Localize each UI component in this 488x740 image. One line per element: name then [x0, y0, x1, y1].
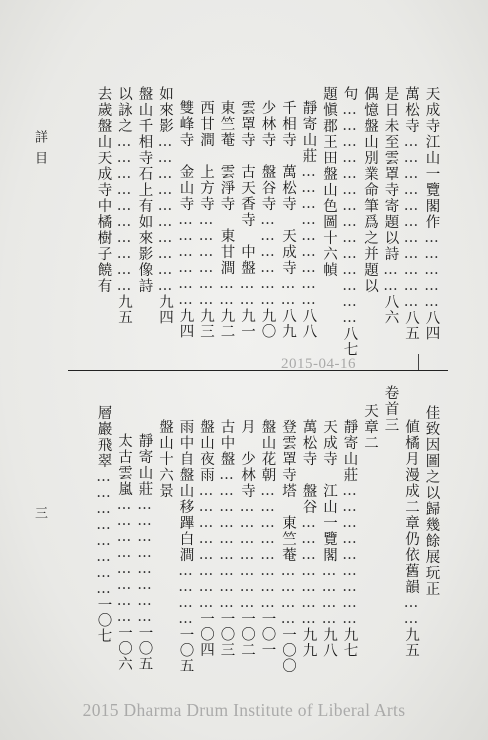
toc-entry-title: 雲罩寺 古天香寺 中盤 — [239, 100, 255, 276]
leader-dots: …………………… — [95, 469, 112, 597]
toc-entry-title: 題愼郡王田盤山色圖十六幀 — [321, 86, 337, 278]
toc-entry-title: 萬松寺 盤谷 — [300, 419, 317, 515]
toc-entry-title: 卷首三 — [382, 385, 399, 433]
toc-entry-title: 値橘月漫成二章仍依舊韻 — [403, 419, 419, 595]
toc-entry-page: 八八 — [300, 308, 317, 339]
leader-dots: …… — [280, 276, 296, 308]
leader-dots: …………………………………… — [341, 102, 358, 326]
toc-entry — [96, 405, 111, 644]
toc-entry — [117, 433, 132, 672]
toc-entry-title: 靜寄山莊 — [341, 419, 358, 483]
leader-dots: ………… — [321, 563, 337, 627]
toc-entry-title: 盤山千相寺石上有如來影像詩 — [136, 86, 153, 294]
toc-entry-title: 登雲罩寺塔 東竺菴 — [280, 419, 296, 563]
institute-watermark: 2015 Dharma Drum Institute of Liberal Arts — [82, 700, 406, 720]
toc-entry-page: 一〇五 — [177, 627, 194, 674]
toc-entry-page: 九五 — [403, 627, 419, 658]
toc-entry — [219, 100, 234, 339]
toc-entry — [404, 86, 419, 341]
toc-entry-page: 八九 — [280, 308, 296, 339]
toc-entry — [240, 419, 255, 658]
toc-entry-title: 古中盤 — [218, 419, 235, 467]
leader-dots: …………………… — [136, 497, 153, 625]
toc-entry — [96, 86, 111, 294]
toc-entry-title: 雨中自盤山移蹕白澗 — [177, 419, 194, 563]
toc-entry — [281, 419, 296, 674]
toc-entry-page: 一〇三 — [218, 611, 235, 658]
toc-entry — [363, 403, 378, 451]
toc-entry-page: 一〇四 — [198, 611, 214, 658]
toc-entry-page: 九三 — [198, 308, 214, 339]
toc-entry — [137, 433, 152, 672]
divider-tick — [418, 354, 420, 370]
toc-entry-page: 八七 — [341, 326, 358, 357]
leader-dots: ……………… — [198, 212, 214, 308]
toc-entry-title: 靜寄山莊 — [300, 100, 317, 164]
toc-entry — [178, 419, 193, 674]
toc-entry — [178, 100, 193, 339]
toc-entry-title: 東竺菴 雲淨寺 東甘澗 — [218, 100, 235, 276]
toc-entry-page: 一〇〇 — [280, 627, 296, 674]
date-stamp: 2015-04-16 — [281, 356, 356, 372]
toc-entry — [424, 86, 439, 341]
toc-entry — [117, 86, 132, 325]
toc-entry — [219, 419, 234, 658]
toc-entry-page: 九五 — [116, 294, 132, 325]
leader-dots: …… — [403, 595, 419, 627]
leader-dots: ……………… — [177, 212, 194, 308]
toc-entry — [158, 86, 173, 325]
register-divider — [68, 370, 448, 371]
toc-entry-title: 天章二 — [362, 403, 378, 451]
leader-dots: …………………………… — [403, 134, 419, 310]
leader-dots: ………………………… — [116, 134, 132, 294]
toc-entry-page: 一〇七 — [95, 597, 112, 644]
toc-entry-title: 靜寄山莊 — [136, 433, 153, 497]
leader-dots: …… — [218, 276, 235, 308]
toc-entry — [342, 86, 357, 357]
toc-entry — [301, 100, 316, 339]
toc-entry — [363, 86, 378, 294]
toc-entry — [383, 385, 398, 433]
toc-entry-page: 八四 — [423, 310, 440, 341]
toc-entry — [301, 419, 316, 658]
toc-entry — [424, 405, 439, 597]
toc-entry — [322, 419, 337, 658]
toc-entry-page: 九二 — [218, 308, 235, 339]
toc-entry-title: 天成寺江山一覽閣作 — [423, 86, 440, 230]
toc-entry-page: 一〇二 — [239, 611, 255, 658]
leader-dots: ………………… — [239, 499, 255, 611]
toc-entry-title: 雙峰寺 金山寺 — [177, 100, 194, 212]
leader-dots: ………… — [177, 563, 194, 627]
leader-dots: ………………………… — [157, 134, 173, 294]
toc-entry-page: 九七 — [341, 627, 358, 658]
toc-entry-title: 如來影 — [157, 86, 173, 134]
leader-dots: ……………………… — [341, 483, 358, 627]
toc-entry-page: 九八 — [321, 627, 337, 658]
leader-dots: ……………………… — [300, 164, 317, 308]
toc-entry-page: 九四 — [177, 308, 194, 339]
toc-entry — [260, 419, 275, 658]
toc-entry — [158, 419, 173, 499]
toc-entry-title: 去歲盤山天成寺中橘樹子饒有 — [95, 86, 112, 294]
toc-entry-title: 以詠之 — [116, 86, 132, 134]
leader-dots: …………………… — [259, 483, 276, 611]
toc-entry — [240, 100, 255, 339]
toc-entry-page: 九〇 — [259, 308, 276, 339]
toc-entry-title: 句 — [341, 86, 358, 102]
toc-entry — [281, 100, 296, 339]
page-number: 三 — [32, 506, 47, 527]
toc-entry — [199, 100, 214, 339]
toc-entry-title: 層巖飛翠 — [95, 405, 112, 469]
toc-entry-title: 萬松寺 — [403, 86, 419, 134]
page-header-title: 詳目 — [32, 130, 47, 172]
toc-entry — [383, 86, 398, 325]
toc-entry-page: 一〇一 — [259, 611, 276, 658]
toc-entry-page: 八六 — [382, 294, 399, 325]
toc-entry-title: 少林寺 盤谷寺 — [259, 100, 276, 212]
toc-entry-page: 一〇六 — [116, 625, 132, 672]
leader-dots: …………………… — [198, 483, 214, 611]
toc-entry — [322, 86, 337, 278]
leader-dots: ……………… — [259, 212, 276, 308]
toc-entry-title: 盤山花朝 — [259, 419, 276, 483]
toc-entry-title: 千相寺 萬松寺 天成寺 — [280, 100, 296, 276]
toc-entry — [260, 100, 275, 339]
toc-entry-title: 佳致因圖之以歸幾餘展玩正 — [423, 405, 440, 597]
toc-entry-title: 偶憶盤山別業命筆爲之并題以 — [362, 86, 378, 294]
toc-entry-title: 天成寺 江山一覽閣 — [321, 419, 337, 563]
toc-entry-title: 盤山十六景 — [157, 419, 173, 499]
leader-dots: ………………… — [300, 515, 317, 627]
toc-entry-page: 九九 — [300, 627, 317, 658]
leader-dots: ………… — [280, 563, 296, 627]
toc-entry-page: 九一 — [239, 308, 255, 339]
toc-entry-page: 一〇五 — [136, 625, 153, 672]
toc-entry — [137, 86, 152, 294]
toc-entry-title: 西甘澗 上方寺 — [198, 100, 214, 212]
leader-dots: …… — [382, 262, 399, 294]
toc-entry-page: 九四 — [157, 294, 173, 325]
leader-dots: …… — [239, 276, 255, 308]
toc-entry-title: 太古雲嵐 — [116, 433, 132, 497]
toc-entry-title: 月 少林寺 — [239, 419, 255, 499]
toc-entry-title: 是日未至雲罩寺寄題以詩 — [382, 86, 399, 262]
toc-entry-page: 八五 — [403, 310, 419, 341]
leader-dots: ……………………… — [218, 467, 235, 611]
leader-dots: …………… — [423, 230, 440, 310]
leader-dots: …………………… — [116, 497, 132, 625]
toc-entry — [342, 419, 357, 658]
toc-entry — [404, 419, 419, 658]
toc-entry-title: 盤山夜雨 — [198, 419, 214, 483]
toc-entry — [199, 419, 214, 658]
